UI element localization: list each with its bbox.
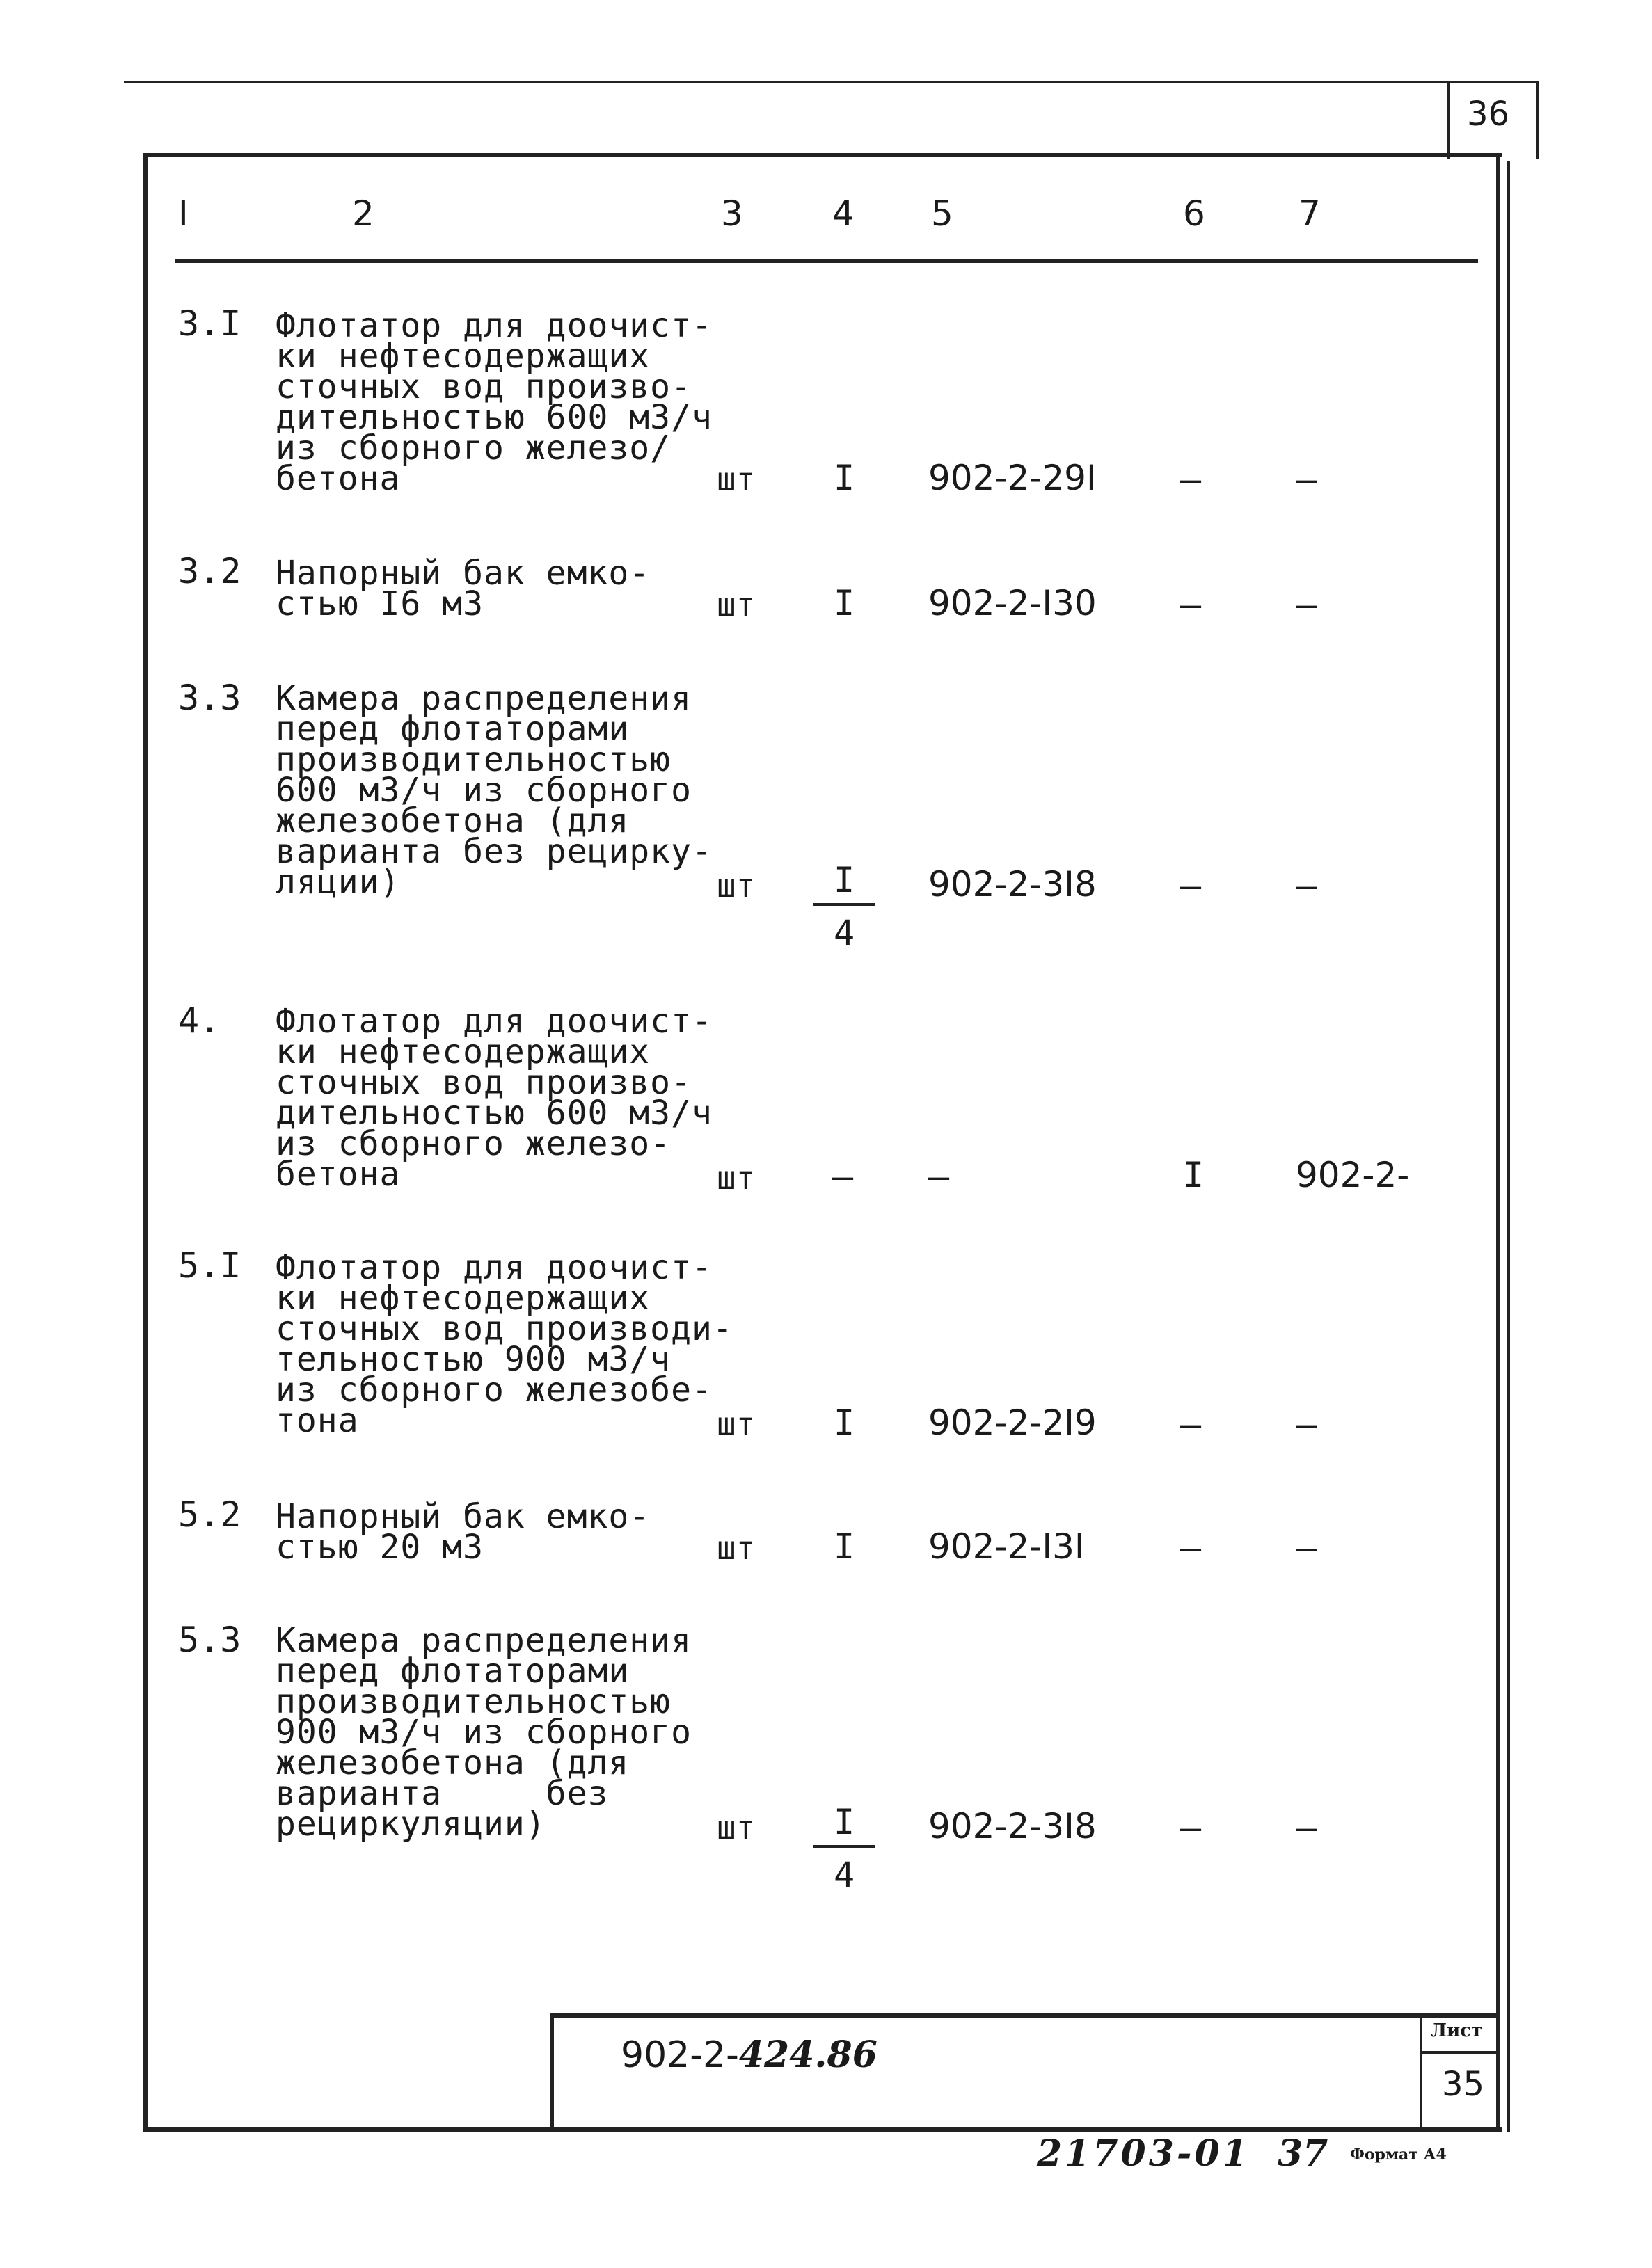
title-block-top <box>550 2013 1500 2018</box>
desc-line: 900 м3/ч из сборного <box>276 1713 692 1752</box>
unit: шт <box>717 867 756 904</box>
desc-line: стью 20 м3 <box>276 1528 484 1567</box>
desc-line: бетона <box>276 459 401 498</box>
project-number: 902-2-3I8 <box>928 1806 1097 1846</box>
corner-page-number: 36 <box>1467 95 1510 134</box>
desc-line: дительностью 600 м3/ч <box>276 1094 713 1133</box>
unit: шт <box>717 461 756 498</box>
desc-line: тона <box>276 1401 359 1440</box>
col7-value: – <box>1296 1404 1317 1444</box>
top-border-line <box>124 81 1539 83</box>
title-block-left <box>550 2013 554 2132</box>
inventory-number: 21703-01 <box>1037 2132 1250 2175</box>
row-number: 4. <box>178 1000 221 1041</box>
quantity-fraction <box>813 1802 875 1895</box>
desc-line: варианта без <box>276 1774 609 1813</box>
col7-value: – <box>1296 1528 1317 1568</box>
desc-line: Камера распределения <box>276 679 692 718</box>
row-description <box>276 1248 733 1440</box>
quantity: I <box>834 1526 855 1567</box>
row-number: 5.3 <box>178 1620 241 1660</box>
desc-line: дительностью 600 м3/ч <box>276 398 713 437</box>
unit: шт <box>717 586 756 623</box>
document-code <box>621 2034 877 2076</box>
title-block-divider <box>1420 2013 1422 2132</box>
quantity: I <box>834 583 855 623</box>
desc-line: из сборного железо- <box>276 1124 672 1163</box>
desc-line: железобетона (для <box>276 801 630 840</box>
col6-value: – <box>1180 459 1202 500</box>
desc-line: перед флотаторами <box>276 1652 630 1691</box>
desc-line: Напорный бак емко- <box>276 1497 651 1536</box>
row-number: 3.I <box>178 303 241 344</box>
desc-line: ки нефтесодержащих <box>276 337 651 376</box>
fraction-numerator: I <box>813 863 875 906</box>
col6-value: – <box>1180 1807 1202 1848</box>
col-header-2: 2 <box>352 193 374 234</box>
col-header-6: 6 <box>1183 193 1205 234</box>
col6-value: – <box>1180 1404 1202 1444</box>
desc-line: Флотатор для доочист- <box>276 1248 713 1287</box>
col7-value: – <box>1296 584 1317 625</box>
desc-line: Флотатор для доочист- <box>276 1002 713 1041</box>
row-number: 3.3 <box>178 678 241 718</box>
col-header-5: 5 <box>931 193 953 234</box>
unit: шт <box>717 1529 756 1567</box>
project-number: 902-2-I3I <box>928 1526 1085 1567</box>
corner-box-left <box>1447 81 1450 159</box>
frame-bottom <box>143 2127 1502 2132</box>
unit: шт <box>717 1159 756 1197</box>
desc-line: производительностью <box>276 1682 672 1721</box>
col6-value: – <box>1180 1528 1202 1568</box>
desc-line: стью I6 м3 <box>276 584 484 623</box>
row-description <box>276 306 713 498</box>
row-description <box>276 1621 692 1844</box>
sheet-number: 35 <box>1442 2065 1485 2104</box>
desc-line: 600 м3/ч из сборного <box>276 771 692 810</box>
row-description <box>276 679 713 902</box>
project-number: 902-2-I30 <box>928 583 1097 623</box>
fraction-denominator: 4 <box>833 1855 855 1895</box>
desc-line: сточных вод произво- <box>276 1063 692 1102</box>
desc-line: Флотатор для доочист- <box>276 306 713 345</box>
col6-value: – <box>1180 584 1202 625</box>
desc-line: производительностью <box>276 740 672 779</box>
unit: шт <box>717 1405 756 1443</box>
desc-line: ки нефтесодержащих <box>276 1279 651 1318</box>
desc-line: Камера распределения <box>276 1621 692 1660</box>
desc-line: сточных вод производи- <box>276 1309 733 1348</box>
document-code-printed: 902-2- <box>621 2034 739 2076</box>
col6-value: – <box>1180 865 1202 906</box>
quantity: – <box>832 1156 854 1197</box>
row-number: 5.I <box>178 1245 241 1286</box>
col7-value: – <box>1296 1807 1317 1848</box>
unit: шт <box>717 1809 756 1846</box>
desc-line: из сборного железобе- <box>276 1371 713 1409</box>
col7-value: 902-2- <box>1296 1155 1410 1195</box>
desc-line: ляции) <box>276 863 401 902</box>
col7-value: – <box>1296 459 1317 500</box>
sheet-label: Лист <box>1431 2020 1483 2041</box>
col-header-7: 7 <box>1298 193 1321 234</box>
quantity: I <box>834 458 855 498</box>
row-description <box>276 554 651 623</box>
row-description <box>276 1002 713 1194</box>
desc-line: ки нефтесодержащих <box>276 1032 651 1071</box>
desc-line: из сборного железо/ <box>276 429 672 468</box>
document-code-handwritten: 424.86 <box>738 2034 877 2076</box>
frame-top <box>143 153 1502 157</box>
frame-left <box>143 153 148 2132</box>
desc-line: Напорный бак емко- <box>276 554 651 593</box>
format-label: Формат А4 <box>1350 2146 1447 2164</box>
row-number: 5.2 <box>178 1494 241 1535</box>
quantity: I <box>834 1403 855 1443</box>
row-description <box>276 1497 651 1567</box>
frame-right <box>1496 153 1500 2132</box>
col6-value: I <box>1183 1155 1205 1195</box>
desc-line: перед флотаторами <box>276 710 630 749</box>
project-number: – <box>928 1156 950 1197</box>
corner-box-right <box>1536 81 1539 159</box>
project-number: 902-2-2I9 <box>928 1403 1097 1443</box>
desc-line: тельностью 900 м3/ч <box>276 1340 672 1379</box>
desc-line: железобетона (для <box>276 1743 630 1782</box>
desc-line: сточных вод произво- <box>276 367 692 406</box>
col-header-4: 4 <box>832 193 855 234</box>
col7-value: – <box>1296 865 1317 906</box>
header-divider <box>175 259 1478 263</box>
col-header-1: I <box>178 193 189 234</box>
handwritten-page-number: 37 <box>1278 2132 1328 2175</box>
col-header-3: 3 <box>721 193 743 234</box>
desc-line: варианта без рецирку- <box>276 832 713 871</box>
desc-line: бетона <box>276 1155 401 1194</box>
frame-right-outer <box>1507 161 1510 2132</box>
sheet-label-divider <box>1420 2051 1500 2054</box>
project-number: 902-2-3I8 <box>928 864 1097 904</box>
row-number: 3.2 <box>178 551 241 591</box>
fraction-numerator: I <box>813 1805 875 1848</box>
project-number: 902-2-29I <box>928 458 1097 498</box>
desc-line: рециркуляции) <box>276 1805 546 1844</box>
fraction-denominator: 4 <box>833 913 855 953</box>
quantity-fraction <box>813 860 875 953</box>
